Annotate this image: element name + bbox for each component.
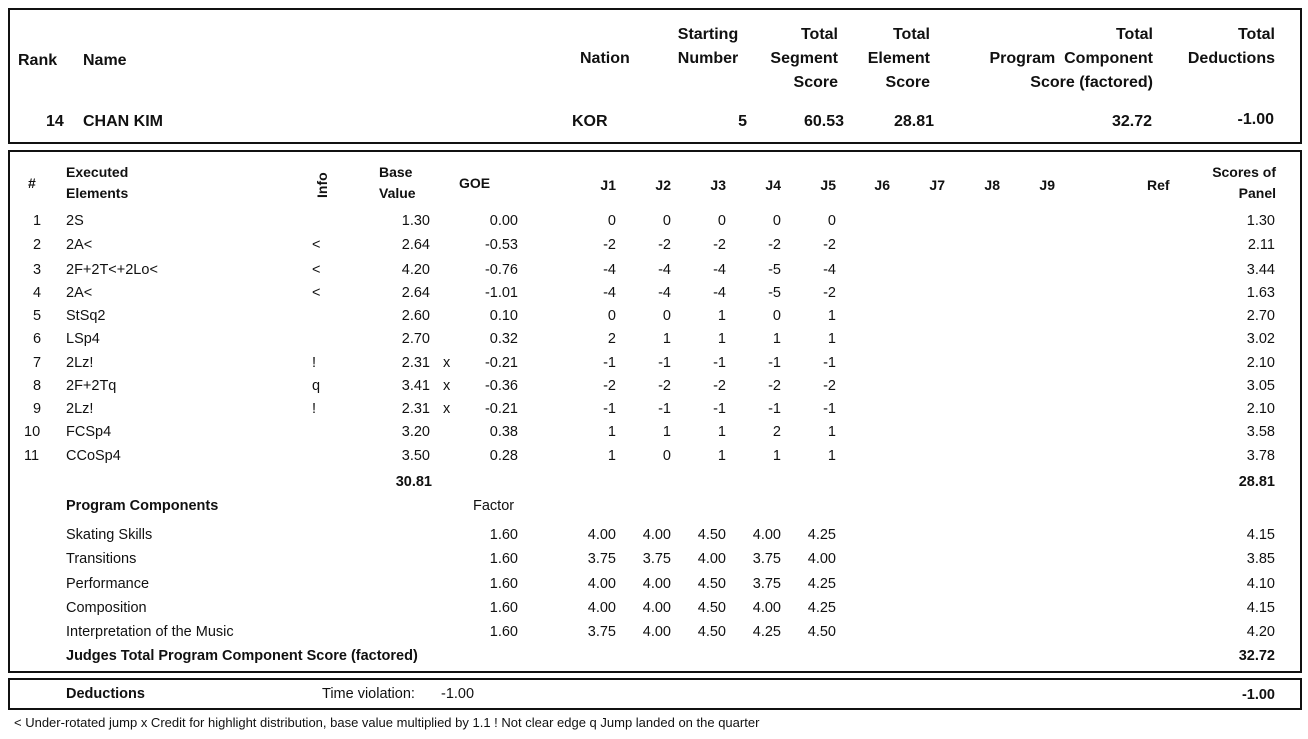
pcs-total-label: Judges Total Program Component Score (factored) xyxy=(66,648,418,664)
component-name: Transitions xyxy=(66,551,137,567)
nation-label: Nation xyxy=(580,50,630,67)
element-judge-score: -4 xyxy=(603,262,616,278)
component-panel-score: 3.85 xyxy=(1246,551,1275,567)
element-judge-score: -1 xyxy=(603,401,616,417)
element-judge-score: -2 xyxy=(768,378,781,394)
element-goe: 0.10 xyxy=(489,308,518,324)
element-judge-score: -2 xyxy=(603,378,616,394)
col-header-j8: J8 xyxy=(984,177,1000,193)
element-goe: -0.21 xyxy=(484,401,518,417)
element-code: CCoSp4 xyxy=(66,448,121,464)
col-header-j3: J3 xyxy=(710,177,726,193)
col-header-j1: J1 xyxy=(600,177,616,193)
component-panel-score: 4.15 xyxy=(1246,600,1275,616)
element-row-num: 10 xyxy=(24,424,41,440)
element-code: 2S xyxy=(66,213,84,229)
rank-value: 14 xyxy=(46,113,64,130)
element-judge-score: -1 xyxy=(713,355,726,371)
element-panel-score: 2.10 xyxy=(1246,401,1275,417)
total-element-score-label: Total Element Score xyxy=(867,26,930,91)
element-goe: -0.36 xyxy=(484,378,518,394)
element-judge-score: -1 xyxy=(658,355,671,371)
element-judge-score: 0 xyxy=(607,213,616,229)
col-header-j9: J9 xyxy=(1039,177,1055,193)
element-goe: 0.28 xyxy=(489,448,518,464)
element-judge-score: 0 xyxy=(662,308,671,324)
element-panel-score: 1.63 xyxy=(1246,285,1275,301)
element-judge-score: 1 xyxy=(662,331,671,347)
time-violation-value: -1.00 xyxy=(441,686,475,702)
total-deductions-value: -1.00 xyxy=(1237,111,1274,128)
col-header-ref: Ref xyxy=(1147,177,1170,193)
element-judge-score: -2 xyxy=(713,237,726,253)
col-header-goe: GOE xyxy=(459,175,491,191)
element-goe: -0.53 xyxy=(484,237,518,253)
element-judge-score: -2 xyxy=(768,237,781,253)
element-panel-score: 3.02 xyxy=(1246,331,1275,347)
element-judge-score: 1 xyxy=(827,424,836,440)
element-panel-score: 2.11 xyxy=(1247,237,1275,253)
element-code: 2F+2T<+2Lo< xyxy=(66,262,158,278)
col-header-j6: J6 xyxy=(874,177,890,193)
element-judge-score: -4 xyxy=(823,262,836,278)
element-judge-score: 1 xyxy=(827,331,836,347)
col-header-j5: J5 xyxy=(820,177,836,193)
element-row-num: 7 xyxy=(33,355,42,371)
nation-value: KOR xyxy=(572,113,608,130)
element-code: StSq2 xyxy=(66,308,106,324)
component-judge-score: 4.25 xyxy=(807,527,836,543)
element-base-value: 2.31 xyxy=(401,355,430,371)
component-judge-score: 3.75 xyxy=(587,551,616,567)
component-factor: 1.60 xyxy=(489,600,518,616)
element-goe: 0.32 xyxy=(489,331,518,347)
component-judge-score: 4.00 xyxy=(587,600,616,616)
element-judge-score: -2 xyxy=(603,237,616,253)
col-header-info: Info xyxy=(314,172,330,198)
element-base-value: 2.64 xyxy=(401,285,430,301)
element-info: < xyxy=(312,262,321,278)
element-panel-score: 3.44 xyxy=(1246,262,1275,278)
element-judge-score: 1 xyxy=(717,331,726,347)
element-judge-score: -2 xyxy=(823,378,836,394)
component-judge-score: 4.00 xyxy=(697,551,726,567)
element-row-num: 6 xyxy=(33,331,42,347)
component-judge-score: 4.50 xyxy=(697,576,726,592)
element-base-value: 2.60 xyxy=(401,308,430,324)
element-judge-score: 0 xyxy=(772,213,781,229)
component-name: Performance xyxy=(66,576,150,592)
element-base-value: 3.50 xyxy=(401,448,430,464)
element-judge-score: 2 xyxy=(772,424,781,440)
element-judge-score: 0 xyxy=(717,213,726,229)
element-base-value: 2.31 xyxy=(401,401,430,417)
name-label: Name xyxy=(83,52,127,69)
col-header-scores-of-panel: Scores of Panel xyxy=(1212,164,1276,201)
element-code: FCSp4 xyxy=(66,424,112,440)
element-judge-score: -5 xyxy=(768,262,781,278)
element-base-value: 2.64 xyxy=(401,237,430,253)
component-judge-score: 4.00 xyxy=(752,600,781,616)
component-judge-score: 4.50 xyxy=(697,527,726,543)
col-header-executed-elements: Executed Elements xyxy=(66,164,129,201)
element-judge-score: -1 xyxy=(658,401,671,417)
element-judge-score: -4 xyxy=(713,285,726,301)
component-factor: 1.60 xyxy=(489,551,518,567)
element-bonus-marker: x xyxy=(443,401,451,417)
total-segment-score-label: Total Segment Score xyxy=(770,26,838,91)
col-header-j2: J2 xyxy=(655,177,671,193)
element-judge-score: -1 xyxy=(713,401,726,417)
element-row-num: 11 xyxy=(24,448,40,464)
element-judge-score: 1 xyxy=(772,448,781,464)
element-row-num: 8 xyxy=(33,378,42,394)
element-judge-score: -1 xyxy=(603,355,616,371)
element-goe: 0.00 xyxy=(489,213,518,229)
element-code: 2F+2Tq xyxy=(66,378,117,394)
element-judge-score: 0 xyxy=(772,308,781,324)
element-judge-score: -1 xyxy=(823,401,836,417)
element-judge-score: 1 xyxy=(827,448,836,464)
element-judge-score: 1 xyxy=(717,448,726,464)
element-code: 2A< xyxy=(66,237,93,253)
element-code: LSp4 xyxy=(66,331,100,347)
component-factor: 1.60 xyxy=(489,624,518,640)
component-judge-score: 4.00 xyxy=(587,576,616,592)
component-judge-score: 4.25 xyxy=(807,576,836,592)
element-judge-score: 0 xyxy=(607,308,616,324)
starting-number-label: Starting Number xyxy=(677,26,739,67)
total-element-score-value: 28.81 xyxy=(893,113,934,130)
component-judge-score: 4.00 xyxy=(642,600,671,616)
element-info: < xyxy=(312,237,321,253)
col-header-num: # xyxy=(28,175,36,191)
base-value-total: 30.81 xyxy=(395,474,432,490)
element-goe: 0.38 xyxy=(489,424,518,440)
element-judge-score: -2 xyxy=(823,285,836,301)
component-factor: 1.60 xyxy=(489,527,518,543)
component-judge-score: 4.50 xyxy=(697,624,726,640)
element-judge-score: -2 xyxy=(658,378,671,394)
element-judge-score: -4 xyxy=(658,262,671,278)
element-judge-score: 1 xyxy=(662,424,671,440)
element-judge-score: 1 xyxy=(607,448,616,464)
element-code: 2Lz! xyxy=(66,401,94,417)
panel-score-total: 28.81 xyxy=(1238,474,1275,490)
pcs-total-value: 32.72 xyxy=(1238,648,1275,664)
time-violation-label: Time violation: xyxy=(322,686,415,702)
element-judge-score: -5 xyxy=(768,285,781,301)
element-panel-score: 3.05 xyxy=(1246,378,1275,394)
element-judge-score: -1 xyxy=(823,355,836,371)
element-panel-score: 1.30 xyxy=(1246,213,1275,229)
element-panel-score: 2.70 xyxy=(1246,308,1275,324)
element-judge-score: -4 xyxy=(603,285,616,301)
element-judge-score: -1 xyxy=(768,401,781,417)
element-base-value: 4.20 xyxy=(401,262,430,278)
col-header-base-value: Base Value xyxy=(379,164,416,201)
skater-name: CHAN KIM xyxy=(83,113,163,130)
element-code: 2Lz! xyxy=(66,355,94,371)
element-judge-score: 2 xyxy=(607,331,616,347)
factor-label: Factor xyxy=(473,498,515,514)
element-panel-score: 2.10 xyxy=(1246,355,1275,371)
rank-label: Rank xyxy=(18,52,58,69)
deductions-total: -1.00 xyxy=(1241,687,1275,703)
component-judge-score: 3.75 xyxy=(642,551,671,567)
element-panel-score: 3.78 xyxy=(1246,448,1275,464)
component-panel-score: 4.10 xyxy=(1246,576,1275,592)
element-base-value: 3.41 xyxy=(401,378,430,394)
element-judge-score: 1 xyxy=(827,308,836,324)
component-judge-score: 4.50 xyxy=(807,624,836,640)
element-base-value: 3.20 xyxy=(401,424,430,440)
element-goe: -1.01 xyxy=(484,285,518,301)
component-judge-score: 4.00 xyxy=(587,527,616,543)
element-judge-score: 0 xyxy=(827,213,836,229)
element-bonus-marker: x xyxy=(443,355,451,371)
element-judge-score: -4 xyxy=(658,285,671,301)
element-info: q xyxy=(312,378,321,394)
component-judge-score: 4.00 xyxy=(642,576,671,592)
element-judge-score: 0 xyxy=(662,448,671,464)
element-judge-score: -2 xyxy=(823,237,836,253)
element-row-num: 5 xyxy=(33,308,42,324)
element-goe: -0.21 xyxy=(484,355,518,371)
element-info: ! xyxy=(312,401,317,417)
component-panel-score: 4.15 xyxy=(1246,527,1275,543)
element-info: ! xyxy=(312,355,317,371)
deductions-box xyxy=(8,678,1302,710)
component-judge-score: 4.50 xyxy=(697,600,726,616)
element-row-num: 3 xyxy=(33,262,42,278)
element-judge-score: 0 xyxy=(662,213,671,229)
component-judge-score: 4.00 xyxy=(642,527,671,543)
element-bonus-marker: x xyxy=(443,378,451,394)
element-judge-score: -4 xyxy=(713,262,726,278)
program-components-title: Program Components xyxy=(66,498,219,514)
element-judge-score: -2 xyxy=(713,378,726,394)
total-pcs-value: 32.72 xyxy=(1111,113,1152,130)
element-judge-score: 1 xyxy=(772,331,781,347)
component-judge-score: 4.25 xyxy=(807,600,836,616)
element-info: < xyxy=(312,285,321,301)
total-pcs-label: Total Program Component Score (factored) xyxy=(989,26,1153,91)
element-judge-score: -1 xyxy=(768,355,781,371)
component-panel-score: 4.20 xyxy=(1246,624,1275,640)
legend: < Under-rotated jump x Credit for highlight distribution, base value multiplied by 1.1 ! Not clear edge q Jump landed on the quarter xyxy=(14,715,760,730)
element-row-num: 4 xyxy=(33,285,42,301)
element-judge-score: 1 xyxy=(717,424,726,440)
element-row-num: 9 xyxy=(33,401,42,417)
component-judge-score: 4.00 xyxy=(807,551,836,567)
component-judge-score: 4.00 xyxy=(642,624,671,640)
component-name: Composition xyxy=(66,600,147,616)
deductions-label: Deductions xyxy=(66,686,145,702)
component-judge-score: 4.25 xyxy=(752,624,781,640)
element-row-num: 1 xyxy=(33,213,42,229)
element-judge-score: 1 xyxy=(607,424,616,440)
col-header-j4: J4 xyxy=(765,177,781,193)
component-judge-score: 3.75 xyxy=(752,551,781,567)
component-name: Interpretation of the Music xyxy=(66,624,234,640)
element-base-value: 1.30 xyxy=(401,213,430,229)
element-code: 2A< xyxy=(66,285,93,301)
element-base-value: 2.70 xyxy=(401,331,430,347)
total-segment-score-value: 60.53 xyxy=(803,113,844,130)
component-judge-score: 4.00 xyxy=(752,527,781,543)
component-judge-score: 3.75 xyxy=(752,576,781,592)
element-goe: -0.76 xyxy=(484,262,518,278)
component-judge-score: 3.75 xyxy=(587,624,616,640)
component-name: Skating Skills xyxy=(66,527,153,543)
element-judge-score: 1 xyxy=(717,308,726,324)
component-factor: 1.60 xyxy=(489,576,518,592)
starting-number-value: 5 xyxy=(738,113,747,130)
total-deductions-label: Total Deductions xyxy=(1187,26,1275,67)
element-row-num: 2 xyxy=(33,237,42,253)
col-header-j7: J7 xyxy=(929,177,945,193)
element-judge-score: -2 xyxy=(658,237,671,253)
element-panel-score: 3.58 xyxy=(1246,424,1275,440)
